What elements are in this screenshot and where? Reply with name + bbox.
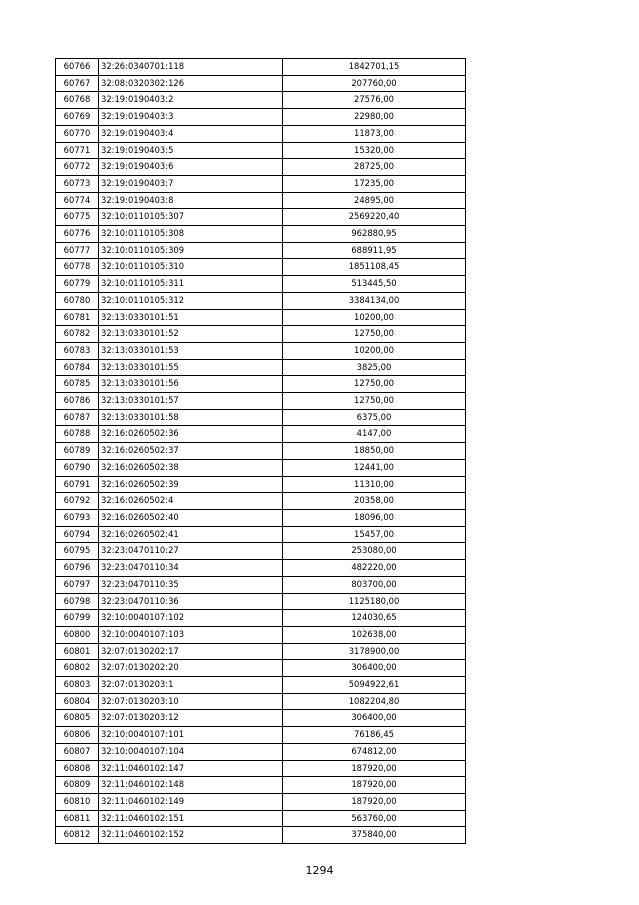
cadastral-value-cell: 28725,00 — [283, 159, 466, 176]
cadastral-number-cell: 32:07:0130203:12 — [99, 710, 283, 727]
table-row — [56, 576, 466, 593]
table-row — [56, 743, 466, 760]
cadastral-value-cell: 17235,00 — [283, 175, 466, 192]
table-body — [56, 59, 466, 844]
cadastral-number-cell: 32:13:0330101:56 — [99, 376, 283, 393]
row-number-cell: 60769 — [56, 109, 99, 126]
cadastral-value-cell: 803700,00 — [283, 576, 466, 593]
row-number-cell: 60771 — [56, 142, 99, 159]
table-row — [56, 543, 466, 560]
cadastral-number-cell: 32:10:0040107:104 — [99, 743, 283, 760]
cadastral-value-cell: 15320,00 — [283, 142, 466, 159]
cadastral-value-cell: 674812,00 — [283, 743, 466, 760]
table-row — [56, 92, 466, 109]
cadastral-number-cell: 32:10:0040107:103 — [99, 626, 283, 643]
cadastral-number-cell: 32:11:0460102:152 — [99, 827, 283, 844]
cadastral-number-cell: 32:16:0260502:40 — [99, 509, 283, 526]
row-number-cell: 60785 — [56, 376, 99, 393]
cadastral-number-cell: 32:13:0330101:57 — [99, 393, 283, 410]
cadastral-value-cell: 306400,00 — [283, 710, 466, 727]
row-number-cell: 60776 — [56, 226, 99, 243]
cadastral-value-cell: 3825,00 — [283, 359, 466, 376]
table-row — [56, 810, 466, 827]
row-number-cell: 60812 — [56, 827, 99, 844]
cadastral-value-cell: 253080,00 — [283, 543, 466, 560]
table-row — [56, 760, 466, 777]
cadastral-value-cell: 1851108,45 — [283, 259, 466, 276]
row-number-cell: 60766 — [56, 59, 99, 76]
table-row — [56, 209, 466, 226]
table-row — [56, 443, 466, 460]
row-number-cell: 60796 — [56, 560, 99, 577]
row-number-cell: 60781 — [56, 309, 99, 326]
table-row — [56, 342, 466, 359]
row-number-cell: 60780 — [56, 292, 99, 309]
cadastral-number-cell: 32:23:0470110:36 — [99, 593, 283, 610]
cadastral-number-cell: 32:13:0330101:53 — [99, 342, 283, 359]
cadastral-value-cell: 3384134,00 — [283, 292, 466, 309]
cadastral-value-cell: 12441,00 — [283, 459, 466, 476]
table-row — [56, 710, 466, 727]
cadastral-value-cell: 6375,00 — [283, 409, 466, 426]
table-row — [56, 777, 466, 794]
cadastral-value-cell: 688911,95 — [283, 242, 466, 259]
table-row — [56, 626, 466, 643]
table-row — [56, 376, 466, 393]
cadastral-number-cell: 32:19:0190403:2 — [99, 92, 283, 109]
cadastral-value-cell: 187920,00 — [283, 777, 466, 794]
cadastral-number-cell: 32:19:0190403:8 — [99, 192, 283, 209]
row-number-cell: 60792 — [56, 493, 99, 510]
cadastral-value-cell: 10200,00 — [283, 309, 466, 326]
table-row — [56, 309, 466, 326]
page-number: 1294 — [305, 864, 334, 877]
row-number-cell: 60772 — [56, 159, 99, 176]
cadastral-value-cell: 12750,00 — [283, 376, 466, 393]
table-row — [56, 426, 466, 443]
row-number-cell: 60806 — [56, 727, 99, 744]
row-number-cell: 60801 — [56, 643, 99, 660]
cadastral-number-cell: 32:07:0130203:1 — [99, 677, 283, 694]
row-number-cell: 60798 — [56, 593, 99, 610]
cadastral-number-cell: 32:19:0190403:6 — [99, 159, 283, 176]
cadastral-value-cell: 15457,00 — [283, 526, 466, 543]
cadastral-number-cell: 32:10:0110105:310 — [99, 259, 283, 276]
cadastral-value-cell: 27576,00 — [283, 92, 466, 109]
table-row — [56, 192, 466, 209]
cadastral-number-cell: 32:13:0330101:58 — [99, 409, 283, 426]
table-row — [56, 827, 466, 844]
cadastral-value-cell: 1842701,15 — [283, 59, 466, 76]
cadastral-value-cell: 306400,00 — [283, 660, 466, 677]
cadastral-number-cell: 32:16:0260502:37 — [99, 443, 283, 460]
cadastral-number-cell: 32:23:0470110:34 — [99, 560, 283, 577]
table-row — [56, 459, 466, 476]
cadastral-value-cell: 482220,00 — [283, 560, 466, 577]
row-number-cell: 60808 — [56, 760, 99, 777]
cadastral-value-cell: 513445,50 — [283, 276, 466, 293]
cadastral-value-cell: 18096,00 — [283, 509, 466, 526]
cadastral-value-cell: 124030,65 — [283, 610, 466, 627]
cadastral-value-cell: 4147,00 — [283, 426, 466, 443]
cadastral-number-cell: 32:16:0260502:36 — [99, 426, 283, 443]
cadastral-number-cell: 32:19:0190403:3 — [99, 109, 283, 126]
row-number-cell: 60803 — [56, 677, 99, 694]
row-number-cell: 60777 — [56, 242, 99, 259]
table-row — [56, 660, 466, 677]
table-row — [56, 276, 466, 293]
cadastral-number-cell: 32:08:0320302:126 — [99, 75, 283, 92]
row-number-cell: 60784 — [56, 359, 99, 376]
row-number-cell: 60779 — [56, 276, 99, 293]
cadastral-number-cell: 32:13:0330101:51 — [99, 309, 283, 326]
table-row — [56, 793, 466, 810]
cadastral-value-cell: 18850,00 — [283, 443, 466, 460]
row-number-cell: 60778 — [56, 259, 99, 276]
cadastral-value-cell: 102638,00 — [283, 626, 466, 643]
table-row — [56, 226, 466, 243]
cadastral-number-cell: 32:13:0330101:52 — [99, 326, 283, 343]
cadastral-number-cell: 32:10:0110105:312 — [99, 292, 283, 309]
cadastral-number-cell: 32:07:0130202:17 — [99, 643, 283, 660]
table-row — [56, 242, 466, 259]
row-number-cell: 60799 — [56, 610, 99, 627]
cadastral-number-cell: 32:19:0190403:4 — [99, 125, 283, 142]
cadastral-value-cell: 187920,00 — [283, 793, 466, 810]
cadastral-number-cell: 32:19:0190403:5 — [99, 142, 283, 159]
row-number-cell: 60802 — [56, 660, 99, 677]
table-row — [56, 75, 466, 92]
row-number-cell: 60787 — [56, 409, 99, 426]
row-number-cell: 60810 — [56, 793, 99, 810]
row-number-cell: 60770 — [56, 125, 99, 142]
table-row — [56, 259, 466, 276]
cadastral-number-cell: 32:11:0460102:148 — [99, 777, 283, 794]
cadastral-number-cell: 32:11:0460102:147 — [99, 760, 283, 777]
table-row — [56, 326, 466, 343]
row-number-cell: 60805 — [56, 710, 99, 727]
row-number-cell: 60767 — [56, 75, 99, 92]
row-number-cell: 60793 — [56, 509, 99, 526]
table-row — [56, 359, 466, 376]
table-row — [56, 393, 466, 410]
table-row — [56, 292, 466, 309]
cadastral-number-cell: 32:16:0260502:4 — [99, 493, 283, 510]
cadastral-number-cell: 32:26:0340701:118 — [99, 59, 283, 76]
cadastral-number-cell: 32:19:0190403:7 — [99, 175, 283, 192]
row-number-cell: 60768 — [56, 92, 99, 109]
cadastral-value-cell: 5094922,61 — [283, 677, 466, 694]
cadastral-number-cell: 32:16:0260502:39 — [99, 476, 283, 493]
row-number-cell: 60797 — [56, 576, 99, 593]
cadastral-value-cell: 207760,00 — [283, 75, 466, 92]
table-row — [56, 409, 466, 426]
cadastral-number-cell: 32:10:0110105:307 — [99, 209, 283, 226]
row-number-cell: 60773 — [56, 175, 99, 192]
row-number-cell: 60807 — [56, 743, 99, 760]
row-number-cell: 60804 — [56, 693, 99, 710]
table-row — [56, 159, 466, 176]
cadastral-value-cell: 10200,00 — [283, 342, 466, 359]
table-row — [56, 593, 466, 610]
row-number-cell: 60794 — [56, 526, 99, 543]
cadastral-value-cell: 22980,00 — [283, 109, 466, 126]
table-row — [56, 643, 466, 660]
table-row — [56, 175, 466, 192]
cadastral-number-cell: 32:23:0470110:27 — [99, 543, 283, 560]
cadastral-value-cell: 11873,00 — [283, 125, 466, 142]
cadastral-value-table — [55, 58, 466, 844]
table-row — [56, 493, 466, 510]
table-row — [56, 610, 466, 627]
cadastral-number-cell: 32:11:0460102:149 — [99, 793, 283, 810]
row-number-cell: 60786 — [56, 393, 99, 410]
cadastral-value-cell: 187920,00 — [283, 760, 466, 777]
table-row — [56, 693, 466, 710]
cadastral-value-cell: 1082204,80 — [283, 693, 466, 710]
cadastral-number-cell: 32:10:0110105:309 — [99, 242, 283, 259]
cadastral-value-cell: 1125180,00 — [283, 593, 466, 610]
cadastral-number-cell: 32:07:0130203:10 — [99, 693, 283, 710]
row-number-cell: 60774 — [56, 192, 99, 209]
table-row — [56, 109, 466, 126]
cadastral-number-cell: 32:10:0110105:308 — [99, 226, 283, 243]
cadastral-number-cell: 32:10:0040107:101 — [99, 727, 283, 744]
row-number-cell: 60782 — [56, 326, 99, 343]
row-number-cell: 60809 — [56, 777, 99, 794]
cadastral-number-cell: 32:10:0110105:311 — [99, 276, 283, 293]
cadastral-value-cell: 12750,00 — [283, 393, 466, 410]
row-number-cell: 60788 — [56, 426, 99, 443]
cadastral-value-cell: 962880,95 — [283, 226, 466, 243]
cadastral-value-cell: 12750,00 — [283, 326, 466, 343]
row-number-cell: 60795 — [56, 543, 99, 560]
cadastral-number-cell: 32:13:0330101:55 — [99, 359, 283, 376]
cadastral-value-cell: 20358,00 — [283, 493, 466, 510]
cadastral-value-cell: 563760,00 — [283, 810, 466, 827]
cadastral-value-cell: 76186,45 — [283, 727, 466, 744]
table-row — [56, 125, 466, 142]
table-row — [56, 476, 466, 493]
row-number-cell: 60789 — [56, 443, 99, 460]
table-row — [56, 727, 466, 744]
cadastral-value-cell: 24895,00 — [283, 192, 466, 209]
cadastral-number-cell: 32:07:0130202:20 — [99, 660, 283, 677]
row-number-cell: 60800 — [56, 626, 99, 643]
cadastral-value-cell: 375840,00 — [283, 827, 466, 844]
table-row — [56, 677, 466, 694]
row-number-cell: 60783 — [56, 342, 99, 359]
table-row — [56, 526, 466, 543]
cadastral-value-cell: 2569220,40 — [283, 209, 466, 226]
table-row — [56, 509, 466, 526]
table-row — [56, 560, 466, 577]
row-number-cell: 60790 — [56, 459, 99, 476]
row-number-cell: 60775 — [56, 209, 99, 226]
cadastral-number-cell: 32:10:0040107:102 — [99, 610, 283, 627]
cadastral-value-cell: 3178900,00 — [283, 643, 466, 660]
cadastral-number-cell: 32:16:0260502:38 — [99, 459, 283, 476]
cadastral-value-cell: 11310,00 — [283, 476, 466, 493]
cadastral-number-cell: 32:11:0460102:151 — [99, 810, 283, 827]
cadastral-number-cell: 32:16:0260502:41 — [99, 526, 283, 543]
table-row — [56, 59, 466, 76]
row-number-cell: 60811 — [56, 810, 99, 827]
table-row — [56, 142, 466, 159]
row-number-cell: 60791 — [56, 476, 99, 493]
cadastral-number-cell: 32:23:0470110:35 — [99, 576, 283, 593]
